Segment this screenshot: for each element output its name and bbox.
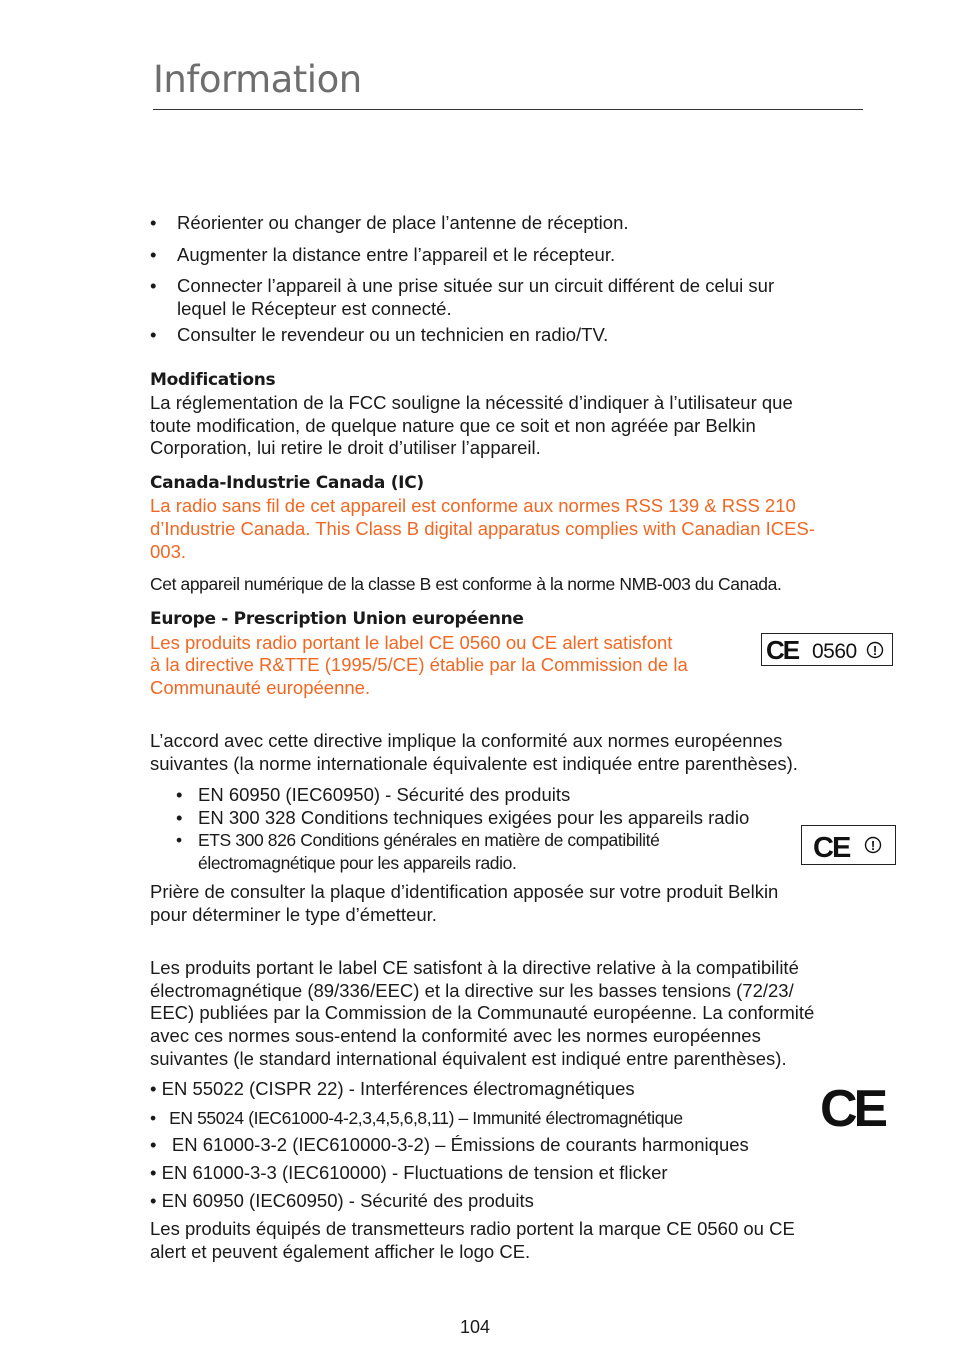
paragraph-line: avec ces normes sous-entend la conformité avec les normes européennes: [150, 1025, 761, 1046]
bullet: •: [150, 324, 157, 345]
list-item: • EN 55022 (CISPR 22) - Interférences électromagnétiques: [150, 1078, 635, 1099]
ce-mark-text: CE: [766, 635, 799, 665]
ce-logo-icon: [818, 1081, 886, 1131]
list-item-text: ETS 300 826 Conditions générales en matière de compatibilité: [198, 830, 660, 850]
paragraph-line: suivantes (la norme internationale équivalente est indiquée entre parenthèses).: [150, 753, 798, 774]
section-heading-modifications: Modifications: [150, 370, 276, 390]
paragraph-line: Corporation, lui retire le droit d’utiliser l’appareil.: [150, 437, 541, 458]
paragraph-line: L’accord avec cette directive implique la conformité aux normes européennes: [150, 730, 783, 751]
list-item-text: Connecter l’appareil à une prise située sur un circuit différent de celui sur: [177, 275, 775, 296]
list-item-text: Consulter le revendeur ou un technicien en radio/TV.: [177, 324, 609, 345]
section-heading-canada: Canada-Industrie Canada (IC): [150, 473, 424, 493]
paragraph-line: pour déterminer le type d’émetteur.: [150, 904, 437, 925]
paragraph-line: électromagnétique (89/336/EEC) et la directive sur les basses tensions (72/23/: [150, 980, 794, 1001]
list-item-text: EN 300 328 Conditions techniques exigées pour les appareils radio: [198, 807, 750, 828]
paragraph-line: EEC) publiées par la Commission de la Communauté européenne. La conformité: [150, 1002, 815, 1023]
paragraph-line: Les produits équipés de transmetteurs radio portent la marque CE 0560 ou CE: [150, 1218, 795, 1239]
bullet: •: [150, 244, 157, 265]
paragraph-line: toute modification, de quelque nature que ce soit et non agréée par Belkin: [150, 415, 756, 436]
alert-symbol: !: [870, 838, 876, 853]
paragraph-line: Communauté européenne.: [150, 677, 371, 698]
ce-logo-text: CE: [820, 1081, 885, 1131]
bullet: •: [150, 212, 157, 233]
list-item: • EN 60950 (IEC60950) - Sécurité des produits: [150, 1190, 534, 1211]
ce-alert-badge: [801, 825, 896, 865]
notified-body-number: 0560: [812, 640, 857, 663]
section-heading-europe: Europe - Prescription Union européenne: [150, 609, 524, 629]
paragraph-line: d’Industrie Canada. This Class B digital apparatus complies with Canadian ICES-: [150, 518, 815, 539]
paragraph-line: Prière de consulter la plaque d’identification apposée sur votre produit Belkin: [150, 881, 779, 902]
alert-symbol: !: [872, 643, 878, 658]
page-number: 104: [460, 1317, 491, 1337]
ce-0560-badge: [761, 633, 893, 666]
paragraph-line: à la directive R&TTE (1995/5/CE) établie par la Commission de la: [150, 654, 688, 675]
bullet: •: [150, 275, 157, 296]
header-divider: [153, 109, 863, 110]
bullet: •: [176, 830, 182, 850]
ce-mark-text: CE: [813, 832, 850, 864]
list-item-text: électromagnétique pour les appareils radio.: [198, 853, 517, 873]
bullet: •: [176, 807, 183, 828]
paragraph-line: La réglementation de la FCC souligne la nécessité d’indiquer à l’utilisateur que: [150, 392, 793, 413]
list-item-text: EN 60950 (IEC60950) - Sécurité des produits: [198, 784, 571, 805]
bullet: •: [176, 784, 183, 805]
ce-mark-icon: [802, 826, 895, 864]
list-item-text: Augmenter la distance entre l’appareil et le récepteur.: [177, 244, 616, 265]
paragraph-line: 003.: [150, 541, 187, 562]
paragraph-line: Les produits radio portant le label CE 0560 ou CE alert satisfont: [150, 632, 673, 653]
paragraph-line: Cet appareil numérique de la classe B est conforme à la norme NMB-003 du Canada.: [150, 574, 782, 594]
paragraph-line: La radio sans fil de cet appareil est conforme aux normes RSS 139 & RSS 210: [150, 495, 796, 516]
paragraph-line: Les produits portant le label CE satisfont à la directive relative à la compatibilité: [150, 957, 799, 978]
list-item-text: lequel le Récepteur est connecté.: [177, 298, 452, 319]
paragraph-line: suivantes (le standard international équivalent est indiqué entre parenthèses).: [150, 1048, 787, 1069]
paragraph-line: alert et peuvent également afficher le logo CE.: [150, 1241, 531, 1262]
ce-mark-icon: [762, 634, 892, 665]
page-title: Information: [153, 58, 362, 101]
list-item-text: Réorienter ou changer de place l’antenne de réception.: [177, 212, 629, 233]
list-item: • EN 55024 (IEC61000-4-2,3,4,5,6,8,11) – Immunité électromagnétique: [150, 1108, 683, 1128]
list-item: • EN 61000-3-2 (IEC610000-3-2) – Émissions de courants harmoniques: [150, 1134, 749, 1155]
list-item: • EN 61000-3-3 (IEC610000) - Fluctuations de tension et flicker: [150, 1162, 668, 1183]
